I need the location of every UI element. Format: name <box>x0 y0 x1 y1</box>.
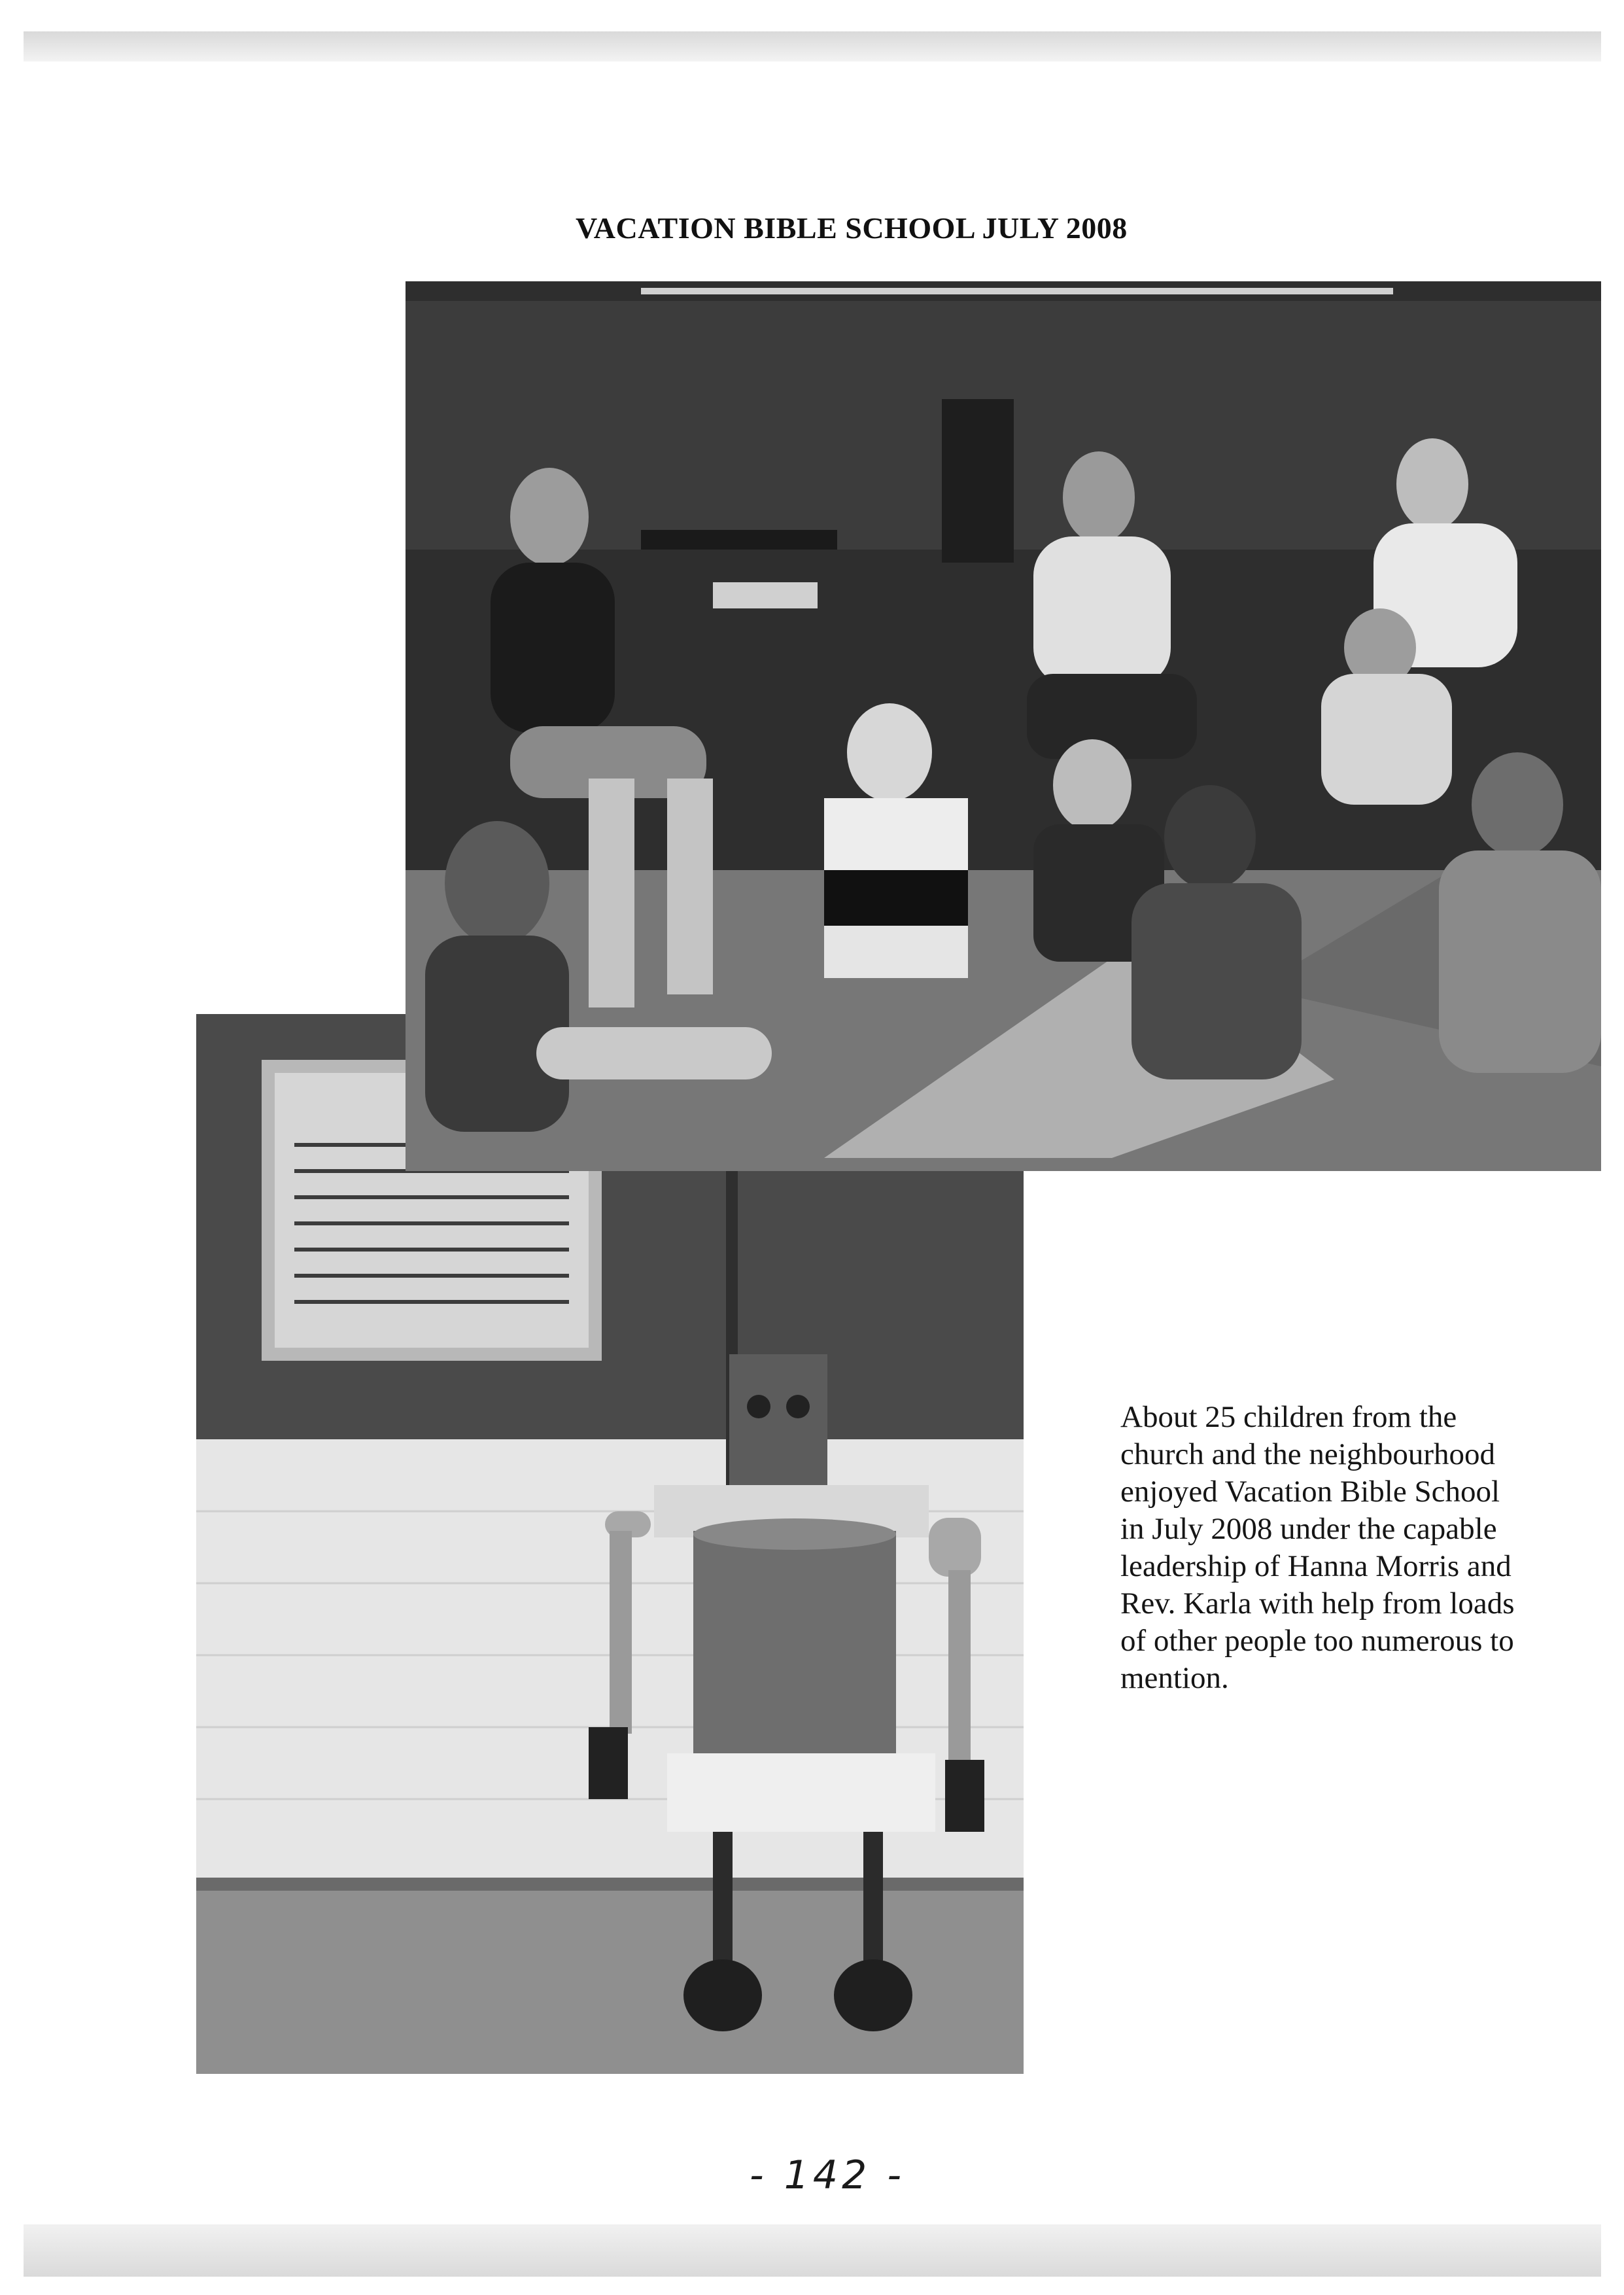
caption: About 25 children from the church and the neighbourhood enjoyed Vacation Bible School in July 2008 under the capable leadership of Hanna Morris and Rev. Karla with help from loads of other people too numerous to mention. <box>1120 1400 1515 1695</box>
scan-edge-top <box>24 31 1601 61</box>
page-title: VACATION BIBLE SCHOOL JULY 2008 <box>576 211 1128 245</box>
children-photo <box>406 281 1601 1171</box>
scan-edge-bottom <box>24 2224 1601 2277</box>
robot-photo <box>196 1014 1024 2074</box>
page-number: - 142 - <box>750 2152 905 2198</box>
